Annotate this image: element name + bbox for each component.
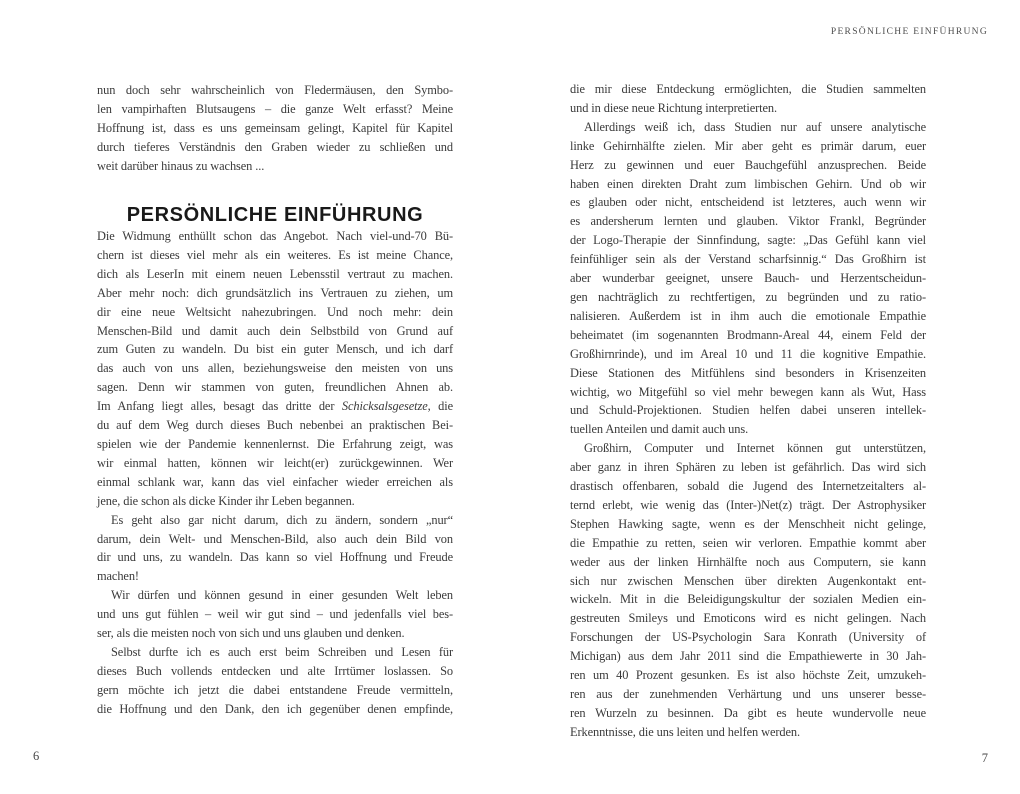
left-page-body-text [97,227,453,719]
text-line: Großhirn, Computer und Internet können gut unterstützen, [584,441,926,456]
left-page-opening-text [97,81,453,176]
text-line: gestreuten Smileys und Emoticons wird es nicht gelingen. Nach [570,611,926,626]
text-line: Im Anfang liegt alles, besagt das dritte der Schicksalsgesetze, die [97,399,453,414]
text-line: Menschen-Bild und damit auch dein Selbstbild von Grund auf [97,323,453,338]
paragraph [97,586,453,643]
text-line: Die Widmung enthüllt schon das Angebot. Nach viel-und-70 Bü- [97,229,453,244]
text-line: zum Guten zu wandeln. Du bist ein guter Mensch, und ich darf [97,342,453,357]
text-line: gen nachträglich zu rechtfertigen, zu begründen und zu ratio- [570,289,926,304]
right-page-body-text [570,80,926,742]
text-line: wir einmal hatten, können wir leicht(er) zurückgewinnen. Wer [97,455,453,470]
text-line: dieses Buch vollends entdecken und alte Irrtümer loslassen. So [97,663,453,678]
text-line: Erkenntnisse, die uns leiten und helfen werden. [570,724,800,739]
text-line: haben einen direkten Draht zum limbischen Gehirn. Und ob wir [570,176,926,191]
paragraph [97,643,453,719]
text-line: ren um 40 Prozent gesunken. Es ist also höchste Zeit, umzukeh- [570,668,926,683]
running-header: PERSÖNLICHE EINFÜHRUNG [830,27,988,37]
text-line: weder aus der linken Hirnhälfte noch aus Computern, sie kann [570,554,926,569]
text-line: Michigan) aus dem Jahr 2011 sind die Empathiewerte in 30 Jah- [570,649,926,664]
left-page-text-column [97,81,453,719]
paragraph [97,511,453,587]
text-line: gern möchte ich jetzt die dabei entstandene Freude vermitteln, [97,682,453,697]
text-line: len vampirhaften Blutsaugens – die ganze Welt erfasst? Meine [97,101,453,116]
text-line: dir eine neue Weltsicht nahezubringen. Und noch mehr: dein [97,304,453,319]
text-line: wickeln. Mit in die Beleidigungskultur der sozialen Medien ein- [570,592,926,607]
text-line: darum, dein Welt- und Menschen-Bild, also auch dein Bild von [97,531,453,546]
text-line: Aber mehr noch: dich grundsätzlich ins Vertrauen zu ziehen, um [97,285,453,300]
paragraph [570,118,926,439]
text-line: sich nur zwischen Menschen über direkten Augenkontakt ent- [570,573,926,588]
text-line: tuellen Anteilen und damit auch uns. [570,422,749,437]
text-line: Diese Stationen des Mitfühlens sind besonders in Krisenzeiten [570,365,926,380]
text-line: die mir diese Entdeckung ermöglichten, die Studien sammelten [570,82,926,96]
text-line: der Logo-Therapie der Sinnfindung, sagte: „Das Gefühl kann viel [570,233,926,248]
text-line: die Empathie zu retten, seien wir verloren. Empathie kommt aber [570,535,926,550]
text-line: chern ist dieses viel mehr als ein weiteres. Es ist meine Chance, [97,247,453,262]
text-line: und Schuld-Projektionen. Studien helfen dabei unseren intellek- [570,403,926,418]
text-line: Großhirnrinde), und im Areal 10 und 11 die kognitive Empathie. [570,346,926,361]
text-line: Es geht also gar nicht darum, dich zu ändern, sondern „nur“ [111,512,453,527]
text-line: feinfühliger sein als der Verstand scharfsinnig.“ Das Großhirn ist [570,252,926,267]
text-line: ser, als die meisten noch von sich und uns glauben und denken. [97,626,405,641]
text-line: wichtig, wo Mitgefühl so viel mehr bewegen kann als Wut, Hass [570,384,926,399]
text-line: Herz zu gewinnen und euer Bauchgefühl anzusprechen. Beide [570,157,926,172]
text-line: dir und uns, zu wandeln. Das kann so viel Hoffnung und Freude [97,550,453,565]
right-page-text-column [570,80,926,742]
text-line: aber ganz in ihren Sphären zu leben ist gefährlich. Das wird sich [570,460,926,475]
text-line: weit darüber hinaus zu wachsen ... [97,158,265,173]
page-number-left: 6 [33,749,40,763]
text-line: ren aus der zunehmenden Verhärtung und uns unserer besse- [570,687,926,701]
text-line: aber wunderbar geeignet, unsere Bauch- und Herzentscheidun- [570,271,926,286]
text-line: und in diese neue Richtung interpretierten. [570,100,777,115]
paragraph [97,81,453,176]
paragraph [570,80,926,118]
text-line: machen! [97,569,139,584]
text-line: nun doch sehr wahrscheinlich von Fledermäusen, den Symbo- [97,83,453,97]
text-line: Allerdings weiß ich, dass Studien nur auf unsere analytische [584,119,926,134]
text-line: sagen. Denn wir stammen von guten, freundlichen Ahnen ab. [97,380,453,395]
text-line: und uns gut fühlen – weil wir gut sind – und jedenfalls viel bes- [97,607,453,622]
text-line: einmal schlank war, kann das viel einfacher wieder erreichen als [97,474,453,489]
text-line: nalisieren. Außerdem ist in ihm auch die emotionale Empathie [570,308,926,323]
text-line: ternd erlebt, wie wenig das (Inter-)Net(z) trägt. Der Astrophysiker [570,497,926,512]
text-line: Selbst durfte ich es auch erst beim Schreiben und Lesen für [111,644,453,659]
paragraph [570,439,926,742]
chapter-heading: PERSÖNLICHE EINFÜHRUNG [126,204,424,227]
text-line: beheimatet (im sogenannten Brodmann-Areal 44, einem Feld der [570,327,926,342]
text-line: Stephen Hawking sagte, wenn es der Menschheit nicht gelinge, [570,516,926,531]
text-line: es glauben oder nicht, entscheidend ist letzteres, auch wenn wir [570,195,926,210]
text-line: dich als LeserIn mit einem neuen Lebensstil vertraut zu machen. [97,266,453,281]
text-line: Wir dürfen und können gesund in einer gesunden Welt leben [111,588,453,603]
text-line: das auch von uns allen, beziehungsweise den meisten von uns [97,361,453,376]
text-line: drastisch offenbaren, sobald die Jugend des Internetzeitalters al- [570,479,926,494]
text-line: jene, die schon als dicke Kinder ihr Leben begannen. [97,493,355,508]
text-line: ren Wurzeln zu besinnen. Da gibt es heute wundervolle neue [570,705,926,720]
text-line: durch tieferes Verständnis den Graben wieder zu schließen und [97,139,453,154]
page-number-right: 7 [981,751,988,765]
text-line: spielen wie der Pandemie kennenlernst. Die Erfahrung zeigt, was [97,437,453,451]
text-line: die Hoffnung und den Dank, den ich gegenüber denen empfinde, [97,701,453,716]
paragraph [97,227,453,511]
text-line: es andersherum lernten und glauben. Viktor Frankl, Begründer [570,214,926,229]
text-line: du auf dem Weg durch dieses Buch nebenbei an praktischen Bei- [97,418,453,433]
text-line: Hoffnung ist, dass es uns gemeinsam gelingt, Kapitel für Kapitel [97,120,453,135]
text-line: Forschungen der US-Psychologin Sara Konrath (University of [570,630,926,645]
text-line: linke Gehirnhälfte zielen. Mir aber geht es primär darum, euer [570,138,926,153]
